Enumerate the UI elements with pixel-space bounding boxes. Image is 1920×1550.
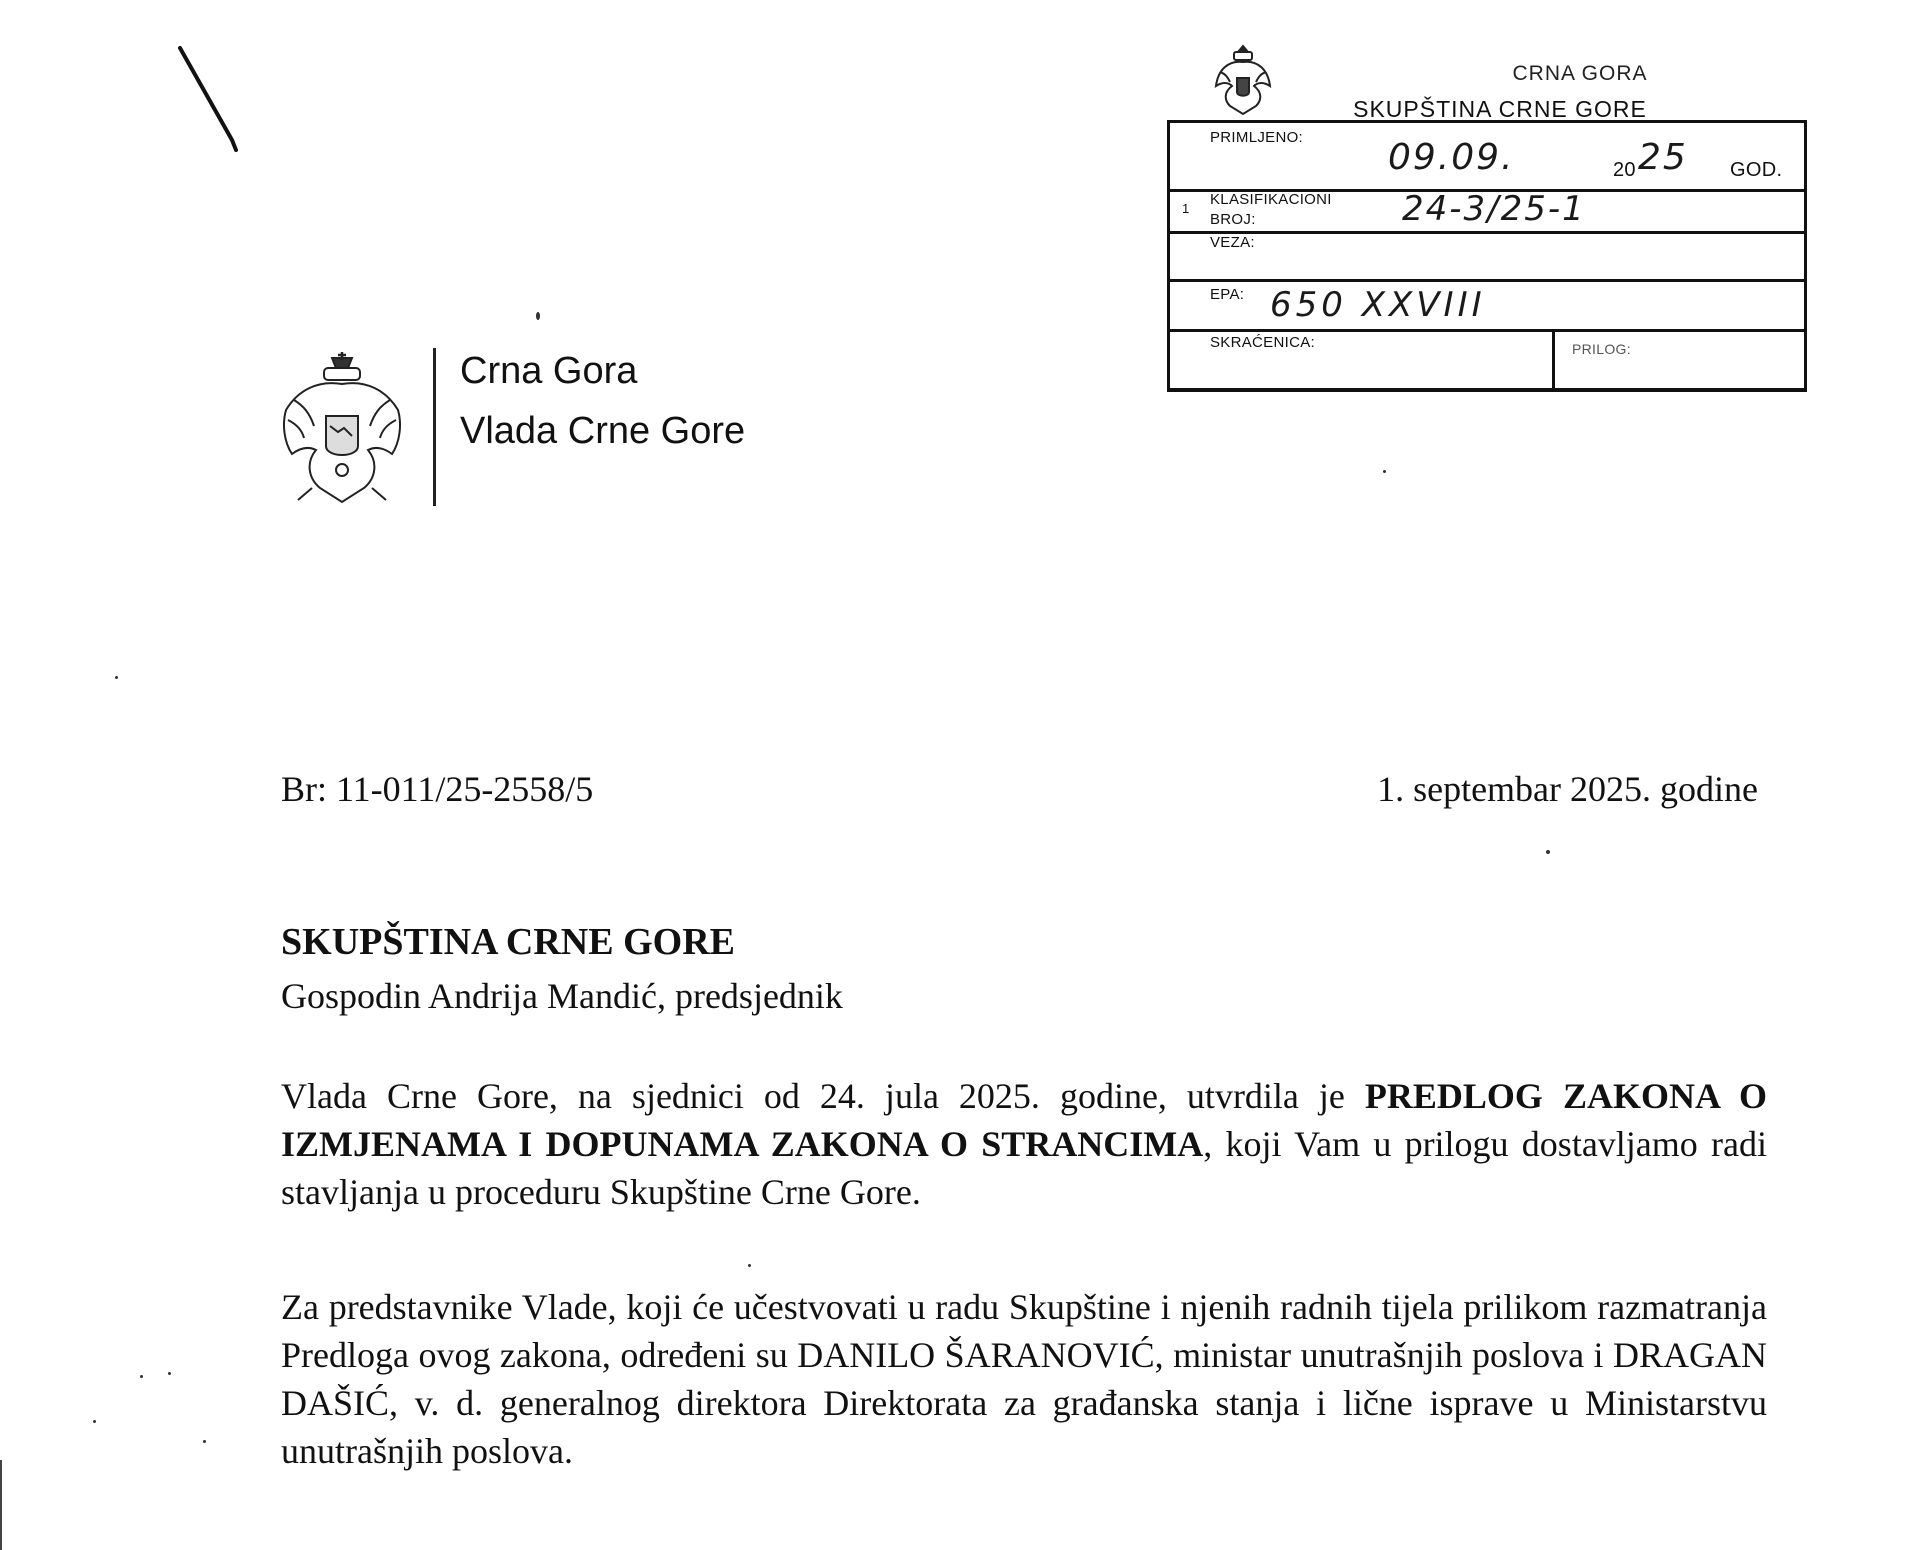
stamp-country: CRNA GORA [1512,62,1648,85]
scan-speck [1383,470,1386,473]
letterhead-divider [433,348,436,506]
body-paragraph-2: Za predstavnike Vlade, koji će učestvovati u radu Skupštine i njenih radnih tijela prilikom razmatranja Predloga ovog zakona, određeni su DANILO ŠARANOVIĆ, ministar unutrašnjih poslova i DRAGAN DAŠIĆ, v. d. generalnog direktora Direktorata za građanska stanja i lične isprave u Ministarstvu unutrašnjih poslova. [281,1287,1767,1471]
link-label: VEZA: [1210,234,1255,251]
classification-label: KLASIFIKACIONI [1210,191,1332,208]
scan-speck [748,1264,751,1267]
registry-stamp [1167,120,1807,392]
letterhead-government: Vlada Crne Gore [460,410,746,452]
received-year: 25 [1638,137,1688,178]
scan-speck [93,1420,96,1423]
scan-speck [115,676,118,679]
scan-edge [0,1460,2,1550]
classification-number-label: BROJ: [1210,211,1256,228]
pen-stroke-mark [170,40,250,160]
body-paragraph-1 [281,1072,1767,1216]
reference-number: Br: 11-011/25-2558/5 [281,769,594,809]
reference-date: 1. septembar 2025. godine [1377,769,1758,809]
abbreviation-label: SKRAĆENICA: [1210,334,1315,351]
epa-label: EPA: [1210,286,1245,303]
addressee-person: Gospodin Andrija Mandić, predsjednik [281,976,843,1016]
scan-speck [168,1372,171,1375]
stamp-coat-of-arms-icon [1210,42,1276,118]
received-date: 09.09. [1388,137,1515,178]
epa-number: 650 XXVIII [1270,285,1486,325]
attachment-label: PRILOG: [1572,341,1631,357]
p1-intro: Vlada Crne Gore, na sjednici od 24. jula 2025. godine, utvrdila je [281,1076,1365,1116]
stamp-institution: SKUPŠTINA CRNE GORE [1353,96,1647,122]
scan-speck [1546,850,1550,854]
year-suffix: GOD. [1730,159,1783,181]
law-proposal-title: PREDLOG ZAKONA O IZMJENAMA I DOPUNAMA ZAKONA O STRANCIMA [281,1076,1767,1164]
p1-end: , koji Vam u prilogu dostavljamo radi stavljanja u proceduru Skupštine Crne Gore. [281,1124,1767,1212]
letterhead-country: Crna Gora [460,350,638,392]
scan-speck [140,1375,143,1378]
scan-speck [203,1440,206,1443]
received-label: PRIMLJENO: [1210,129,1304,146]
addressee-institution: SKUPŠTINA CRNE GORE [281,921,735,963]
montenegro-coat-of-arms-icon [272,350,412,508]
classification-number: 24-3/25-1 [1402,189,1586,229]
row-number: 1 [1182,201,1190,216]
year-prefix: 20 [1613,159,1636,181]
scan-speck [536,312,540,320]
